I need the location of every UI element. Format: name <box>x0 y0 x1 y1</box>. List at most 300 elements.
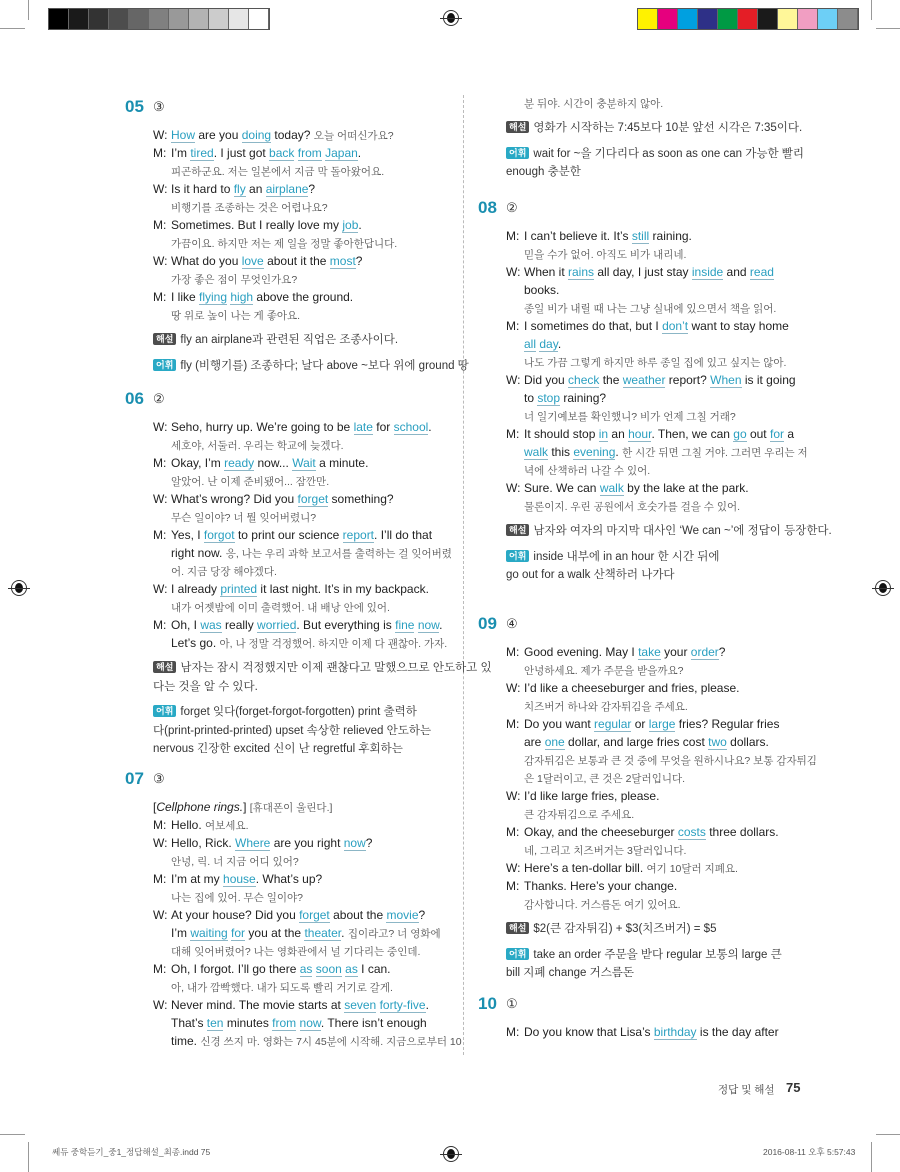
dialogue-text: Did you <box>524 373 569 387</box>
dialogue-line <box>153 270 469 288</box>
answer-keyword: inside <box>691 265 724 279</box>
note-line <box>153 659 492 678</box>
note-text: 다(print-printed-printed) upset 속상한 relieved 안도하는 <box>153 724 432 737</box>
crop-mark <box>28 1142 29 1172</box>
dialogue-text: Hello. <box>171 818 206 832</box>
dialogue-line <box>153 798 462 816</box>
question-number: 07 <box>125 769 144 788</box>
korean-translation: 나는 집에 있어. 무슨 일이야? <box>171 892 303 904</box>
dialogue-text: . <box>425 998 429 1012</box>
answer-keyword: from <box>297 146 322 160</box>
speaker-label: M: <box>153 290 167 304</box>
dialogue-line <box>506 787 817 805</box>
speaker-label: M: <box>506 645 520 659</box>
dialogue-text: I sometimes do that, but I <box>524 319 663 333</box>
dialogue-line <box>506 425 832 443</box>
answer-keyword: go <box>733 427 747 441</box>
answer-keyword: fine <box>395 618 415 632</box>
answer-keyword: all <box>524 337 537 351</box>
korean-translation: 종일 비가 내릴 때 나는 그냥 실내에 있으면서 책을 읽어. <box>524 303 777 315</box>
note-line <box>506 566 832 585</box>
note-text: forget 잊다(forget-forgot-forgotten) print 출력하 <box>180 706 417 718</box>
answer-keyword: as <box>345 962 358 976</box>
answer-keyword: rains <box>568 265 595 279</box>
dialogue-text: for <box>372 420 394 434</box>
question-06 <box>125 387 492 759</box>
answer-keyword: soon <box>315 962 342 976</box>
question-07 <box>125 767 462 1050</box>
note-line <box>153 331 469 350</box>
dialogue-text: your <box>660 645 691 659</box>
question-header <box>478 992 779 1016</box>
korean-translation: 가장 좋은 점이 무엇인가요? <box>171 274 298 286</box>
note-text: bill 지폐 change 거스름돈 <box>506 967 635 979</box>
eohwi-badge: 어휘 <box>153 705 176 717</box>
answer-keyword: high <box>230 290 254 304</box>
question-09 <box>478 612 817 983</box>
speaker-label: W: <box>506 481 521 495</box>
answer-keyword: take <box>638 645 661 659</box>
dialogue-text: . I just got <box>213 146 270 160</box>
dialogue-text: At your house? Did you <box>171 908 300 922</box>
answer-keyword: for <box>231 926 246 940</box>
dialogue-line <box>153 580 492 598</box>
dialogue-text: a <box>784 427 795 441</box>
color-swatch <box>718 9 738 29</box>
haeseol-badge: 해설 <box>506 922 529 934</box>
process-color-bar <box>637 8 859 30</box>
speaker-label: W: <box>506 681 521 695</box>
dialogue-text: [ <box>153 800 157 814</box>
dialogue-text: out <box>746 427 770 441</box>
answer-keyword: forget <box>297 492 329 506</box>
dialogue-line <box>153 562 492 580</box>
explanation-note <box>153 331 469 350</box>
eohwi-badge: 어휘 <box>506 948 529 960</box>
dialogue-text: ? <box>355 254 363 268</box>
note-text: 영화가 시작하는 7:45보다 10분 앞선 시각은 7:35이다. <box>533 122 803 134</box>
note-text: fly (비행기를) 조종하다; 날다 above ~보다 위에 ground 땅 <box>180 359 469 372</box>
speaker-label: M: <box>506 427 520 441</box>
color-swatch <box>249 9 269 29</box>
answer-keyword: costs <box>677 825 706 839</box>
answer-keyword: read <box>749 265 774 279</box>
color-swatch <box>129 9 149 29</box>
answer-keyword: waiting <box>190 926 228 940</box>
dialogue-text: Do you want <box>524 717 595 731</box>
dialogue-text: dollars. <box>726 735 769 749</box>
dialogue-line <box>506 227 832 245</box>
dialogue-text: by the lake at the park. <box>623 481 749 495</box>
note-text: nervous 긴장한 excited 신이 난 regretful 후회하는 <box>153 743 403 755</box>
korean-translation: 안녕, 릭. 너 지금 어디 있어? <box>171 856 299 868</box>
answer-keyword: stop <box>537 391 561 405</box>
korean-translation: 믿을 수가 없어. 아직도 비가 내리네. <box>524 249 687 261</box>
color-swatch <box>229 9 249 29</box>
answer-keyword: house <box>223 872 256 886</box>
dialogue-line <box>506 895 817 913</box>
dialogue-line <box>153 1014 462 1032</box>
dialogue-line <box>153 906 462 924</box>
korean-translation: 안녕하세요. 제가 주문을 받을까요? <box>524 665 684 677</box>
dialogue-line <box>153 234 469 252</box>
color-swatch <box>169 9 189 29</box>
dialogue-text: Seho, hurry up. We’re going to be <box>171 420 354 434</box>
answer-choice: ④ <box>506 616 518 631</box>
answer-keyword: order <box>690 645 719 659</box>
answer-choice: ② <box>153 391 165 406</box>
dialogue-line <box>506 497 832 515</box>
note-line <box>506 119 804 138</box>
korean-translation: 땅 위로 높이 나는 게 좋아요. <box>171 310 301 322</box>
note-text: fly an airplane과 관련된 직업은 조종사이다. <box>180 334 399 346</box>
dialogue-line <box>153 454 492 472</box>
dialogue-text: When it <box>524 265 569 279</box>
dialogue-text: minutes <box>223 1016 273 1030</box>
answer-keyword: ready <box>224 456 255 470</box>
color-swatch <box>758 9 778 29</box>
korean-translation: 오늘 어떠신가요? <box>313 130 394 142</box>
question-number: 06 <box>125 389 144 408</box>
registration-mark-left <box>11 580 27 596</box>
question-number: 08 <box>478 198 497 217</box>
dialogue-text: want to stay home <box>688 319 789 333</box>
dialogue-line <box>506 679 817 697</box>
dialogue-line <box>153 816 462 834</box>
dialogue-text: . Then, we can <box>651 427 734 441</box>
dialogue-text: ? <box>308 182 316 196</box>
question-header <box>478 612 817 636</box>
dialogue-line <box>506 823 817 841</box>
dialogue-text: three dollars. <box>705 825 779 839</box>
dialogue-line <box>153 288 469 306</box>
page-number: 75 <box>786 1080 801 1095</box>
korean-translation: 한 시간 뒤면 그칠 거야. 그러면 우리는 저 <box>622 447 808 459</box>
dialogue-line <box>506 281 832 299</box>
korean-translation: 대해 잊어버렸어? 나는 영화관에서 널 기다리는 중인데. <box>171 946 421 958</box>
dialogue-line <box>506 299 832 317</box>
question-number: 10 <box>478 994 497 1013</box>
dialogue-text: . <box>557 337 562 351</box>
haeseol-badge: 해설 <box>153 661 176 673</box>
question-10 <box>478 992 779 1041</box>
answer-keyword: two <box>708 735 727 749</box>
korean-translation: 신경 쓰지 마. 영화는 7시 45분에 시작해. 지금으로부터 10 <box>200 1036 462 1048</box>
dialogue-line <box>153 834 462 852</box>
answer-keyword: weather <box>622 373 666 387</box>
explanation-note <box>153 659 492 696</box>
dialogue-text: raining. <box>649 229 692 243</box>
dialogue-line <box>506 661 817 679</box>
answer-choice: ③ <box>153 99 165 114</box>
answer-keyword: forgot <box>203 528 235 542</box>
dialogue-text: are <box>524 735 545 749</box>
dialogue-line <box>506 335 832 353</box>
note-text: go out for a walk 산책하러 나가다 <box>506 569 675 581</box>
answer-keyword: walk <box>599 481 624 495</box>
dialogue-line <box>153 888 462 906</box>
korean-translation: 여기 10달러 지폐요. <box>646 863 738 875</box>
color-swatch <box>778 9 798 29</box>
dialogue-line <box>506 877 817 895</box>
answer-keyword: check <box>568 373 600 387</box>
speaker-label: W: <box>506 789 521 803</box>
dialogue-text: . <box>341 926 348 940</box>
dialogue-text: Sure. We can <box>524 481 600 495</box>
korean-translation: 네, 그리고 치즈버거는 3달러입니다. <box>524 845 687 857</box>
dialogue-text: to <box>524 391 538 405</box>
answer-keyword: Where <box>235 836 271 850</box>
dialogue-text: Sometimes. But I really love my <box>171 218 343 232</box>
dialogue-line <box>153 252 469 270</box>
answer-keyword: one <box>544 735 565 749</box>
answer-keyword: most <box>329 254 356 268</box>
dialogue-text: report? <box>665 373 711 387</box>
dialogue-line <box>506 479 832 497</box>
dialogue-text: is the day after <box>696 1025 779 1039</box>
note-text: wait for ~을 기다리다 as soon as one can 가능한 빨리 <box>533 147 804 160</box>
dialogue-line <box>506 697 817 715</box>
dialogue-text: time. <box>171 1034 201 1048</box>
note-line <box>506 163 804 182</box>
note-text: enough 충분한 <box>506 166 581 178</box>
dialogue-line <box>153 852 462 870</box>
dialogue-text: Oh, I <box>171 618 201 632</box>
answer-keyword: day <box>539 337 558 351</box>
note-line <box>506 145 804 164</box>
question-header <box>478 196 832 220</box>
dialogue-text: raining? <box>560 391 607 405</box>
answer-keyword: large <box>648 717 676 731</box>
dialogue-text: Okay, and the cheeseburger <box>524 825 678 839</box>
answer-keyword: forget <box>299 908 330 922</box>
question-number: 09 <box>478 614 497 633</box>
answer-keyword: How <box>171 128 196 142</box>
dialogue-text: is it going <box>741 373 796 387</box>
note-line <box>153 722 492 741</box>
explanation-note <box>506 119 804 138</box>
korean-translation: 세호야, 서둘러. 우리는 학교에 늦겠다. <box>171 440 344 452</box>
answer-keyword: regular <box>594 717 632 731</box>
color-swatch <box>798 9 818 29</box>
answer-keyword: ten <box>206 1016 224 1030</box>
dialogue-text: all day, I just stay <box>594 265 692 279</box>
speaker-label: M: <box>506 319 520 333</box>
speaker-label: W: <box>153 836 168 850</box>
dialogue-line <box>506 733 817 751</box>
note-line <box>506 522 832 541</box>
note-line <box>153 703 492 722</box>
dialogue-text: ] <box>243 800 250 814</box>
korean-translation: 은 1달러이고, 큰 것은 2달러입니다. <box>524 773 686 785</box>
dialogue-line <box>153 436 492 454</box>
dialogue-line <box>506 769 817 787</box>
vocabulary-note <box>153 703 492 759</box>
dialogue-line <box>153 216 469 234</box>
dialogue-line <box>153 978 462 996</box>
speaker-label: W: <box>153 254 168 268</box>
answer-keyword: still <box>631 229 650 243</box>
dialogue-text: . <box>428 420 432 434</box>
dialogue-text <box>296 1016 299 1030</box>
dialogue-text: Is it hard to <box>171 182 234 196</box>
dialogue-text: I can’t believe it. It’s <box>524 229 632 243</box>
dialogue-line <box>153 1032 462 1050</box>
vocabulary-note <box>506 548 832 585</box>
speaker-label: W: <box>506 861 521 875</box>
registration-mark-bottom <box>443 1146 459 1162</box>
dialogue-text: . <box>439 618 443 632</box>
eohwi-badge: 어휘 <box>153 359 176 371</box>
answer-keyword: fly <box>233 182 246 196</box>
dialogue-text: . What’s up? <box>255 872 323 886</box>
note-line <box>506 920 817 939</box>
dialogue-line <box>506 443 832 461</box>
dialogue-text: dollar, and large fries cost <box>564 735 709 749</box>
vocabulary-note <box>506 145 804 182</box>
crop-mark <box>876 1134 900 1135</box>
speaker-label: M: <box>506 717 520 731</box>
answer-keyword: in <box>598 427 609 441</box>
dialogue-text: about it the <box>263 254 330 268</box>
answer-keyword: evening <box>573 445 616 459</box>
dialogue-line <box>153 616 492 634</box>
answer-keyword: printed <box>220 582 258 596</box>
color-swatch <box>209 9 229 29</box>
dialogue-line <box>153 526 492 544</box>
answer-keyword: don’t <box>662 319 689 333</box>
dialogue-line <box>506 389 832 407</box>
korean-translation: 감자튀김은 보통과 큰 것 중에 무엇을 원하시나요? 보통 감자튀김 <box>524 755 817 767</box>
dialogue-text: an <box>608 427 629 441</box>
dialogue <box>506 94 804 182</box>
explanation-note <box>506 522 832 541</box>
korean-translation: 비행기를 조종하는 것은 어렵나요? <box>171 202 328 214</box>
dialogue-text: to print our science <box>234 528 343 542</box>
dialogue-text: . <box>358 218 362 232</box>
korean-translation: 여보세요. <box>205 820 249 832</box>
dialogue-text: right now. <box>171 546 226 560</box>
answer-keyword: worried <box>257 618 297 632</box>
korean-translation: 피곤하군요. 저는 일본에서 지금 막 돌아왔어요. <box>171 166 385 178</box>
dialogue-line <box>153 508 492 526</box>
dialogue-text: Let’s go. <box>171 636 220 650</box>
dialogue-line <box>506 1023 779 1041</box>
color-swatch <box>738 9 758 29</box>
dialogue-text: are you <box>195 128 242 142</box>
korean-translation: 내가 어젯밤에 이미 출력했어. 내 배낭 안에 있어. <box>171 602 390 614</box>
dialogue-line <box>153 634 492 652</box>
korean-translation: 응, 나는 우리 과학 보고서를 출력하는 걸 잊어버렸 <box>225 548 452 560</box>
crop-mark <box>0 28 25 29</box>
answer-keyword: forty-five <box>379 998 426 1012</box>
korean-translation: 치즈버거 하나와 감자튀김을 주세요. <box>524 701 688 713</box>
korean-translation: 아, 내가 깜빡했다. 내가 되도록 빨리 거기로 갈게. <box>171 982 393 994</box>
color-swatch <box>658 9 678 29</box>
dialogue-line <box>506 94 804 112</box>
question-header <box>125 387 492 411</box>
korean-translation: 감사합니다. 거스름돈 여기 있어요. <box>524 899 681 911</box>
dialogue-text: I already <box>171 582 221 596</box>
speaker-label: M: <box>506 229 520 243</box>
dialogue <box>153 418 492 759</box>
color-swatch <box>638 9 658 29</box>
note-text: 남자와 여자의 마지막 대사인 ‘We can ~’에 정답이 등장한다. <box>533 525 832 537</box>
dialogue <box>506 643 817 983</box>
korean-translation: 어. 지금 당장 해야겠다. <box>171 566 277 578</box>
answer-keyword: was <box>200 618 222 632</box>
korean-translation: 녁에 산책하러 나갈 수 있어. <box>524 465 651 477</box>
speaker-label: W: <box>506 373 521 387</box>
question-number: 05 <box>125 97 144 116</box>
dialogue-text: I can. <box>357 962 391 976</box>
dialogue-text: an <box>245 182 266 196</box>
dialogue-line <box>506 461 832 479</box>
speaker-label: W: <box>506 265 521 279</box>
dialogue-line <box>153 418 492 436</box>
dialogue-line <box>506 407 832 425</box>
dialogue-line <box>153 126 469 144</box>
speaker-label: M: <box>506 1025 520 1039</box>
dialogue-line <box>153 306 469 324</box>
answer-choice: ② <box>506 200 518 215</box>
dialogue-text: . I’ll do that <box>374 528 433 542</box>
footer-label: 정답 및 해설 <box>718 1084 775 1096</box>
answer-keyword: doing <box>241 128 272 142</box>
dialogue-text: I’d like large fries, please. <box>524 789 660 803</box>
slug-filename: 쎄듀 중학듣기_중1_정답해설_최종.indd 75 <box>52 1147 211 1157</box>
answer-keyword: for <box>769 427 784 441</box>
dialogue <box>153 798 462 1050</box>
note-line <box>506 964 817 983</box>
speaker-label: M: <box>153 456 167 470</box>
dialogue-line <box>153 598 492 616</box>
dialogue <box>506 1023 779 1041</box>
answer-keyword: job <box>342 218 359 232</box>
korean-translation: [휴대폰이 울린다.] <box>249 802 333 814</box>
question-header <box>125 95 469 119</box>
note-text: 다는 것을 알 수 있다. <box>153 680 258 693</box>
dialogue-text: Thanks. Here’s your change. <box>524 879 678 893</box>
color-swatch <box>818 9 838 29</box>
korean-translation: 큰 감자튀김으로 주세요. <box>524 809 635 821</box>
dialogue-text: you at the <box>245 926 305 940</box>
answer-keyword: tired <box>190 146 214 160</box>
crop-mark <box>28 0 29 20</box>
speaker-label: W: <box>153 492 168 506</box>
dialogue-text: I’d like a cheeseburger and fries, please. <box>524 681 740 695</box>
dialogue-line <box>153 544 492 562</box>
speaker-label: M: <box>506 825 520 839</box>
crop-mark <box>0 1134 25 1135</box>
answer-keyword: theater <box>304 926 342 940</box>
color-swatch <box>49 9 69 29</box>
dialogue-line <box>153 490 492 508</box>
dialogue-text: something? <box>328 492 394 506</box>
dialogue-text: I’m <box>171 926 191 940</box>
note-line <box>153 678 492 697</box>
question-continued <box>478 94 804 182</box>
answer-keyword: from <box>272 1016 297 1030</box>
dialogue-text: What do you <box>171 254 242 268</box>
dialogue-text: now... <box>254 456 293 470</box>
answer-keyword: Wait <box>292 456 316 470</box>
dialogue-line <box>506 371 832 389</box>
note-line <box>506 548 832 567</box>
dialogue-text: it last night. It’s in my backpack. <box>257 582 429 596</box>
dialogue-text: Okay, I’m <box>171 456 225 470</box>
dialogue-line <box>153 162 469 180</box>
